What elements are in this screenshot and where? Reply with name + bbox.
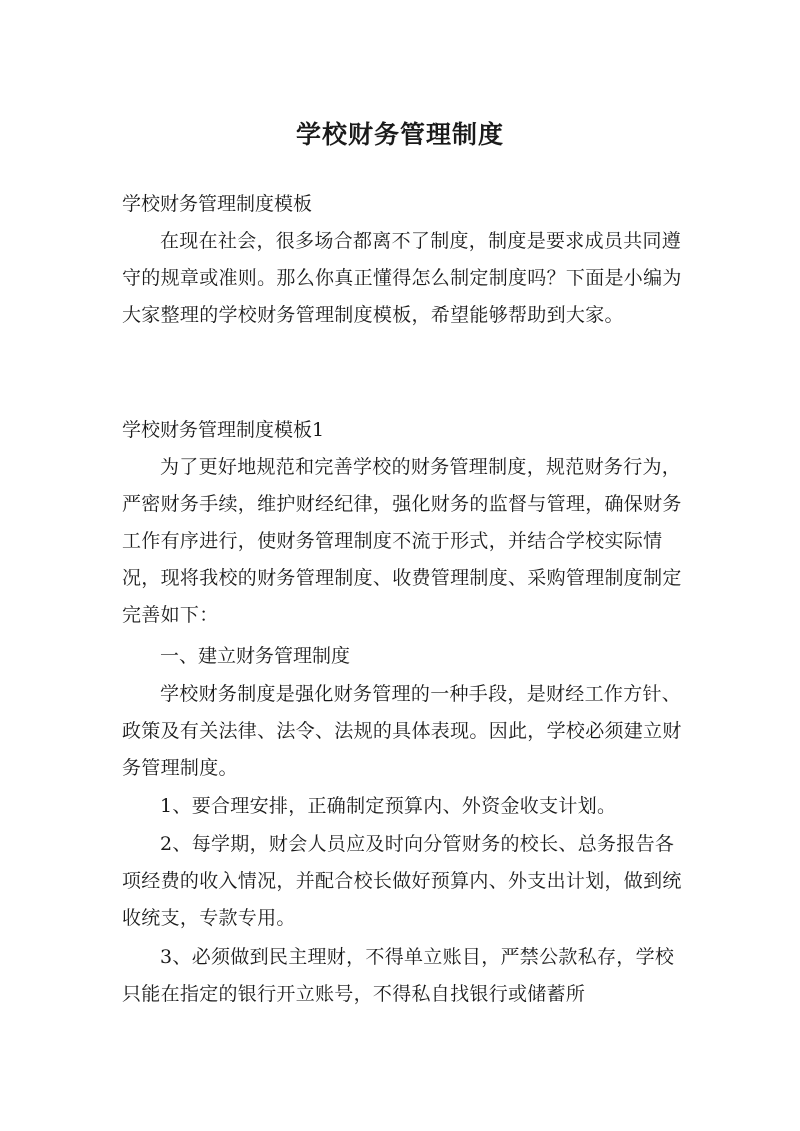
- finance-system-paragraph: 学校财务制度是强化财务管理的一种手段，是财经工作方针、政策及有关法律、法令、法规的具体表现。因此，学校必须建立财务管理制度。: [122, 683, 682, 779]
- purpose-paragraph: 为了更好地规范和完善学校的财务管理制度，规范财务行为，严密财务手续，维护财经纪律，强化财务的监督与管理，确保财务工作有序进行，使财务管理制度不流于形式，并结合学校实际情况，现将我校的财务管理制度、收费管理制度、采购管理制度制定完善如下：: [122, 456, 682, 626]
- document-title: 学校财务管理制度: [295, 119, 504, 149]
- subheading-establish-finance-system: 一、建立财务管理制度: [160, 645, 351, 667]
- list-item-1: 1、要合理安排，正确制定预算内、外资金收支计划。: [160, 795, 617, 817]
- intro-paragraph: 在现在社会，很多场合都离不了制度，制度是要求成员共同遵守的规章或准则。那么你真正懂得怎么制定制度吗？下面是小编为大家整理的学校财务管理制度模板，希望能够帮助到大家。: [122, 230, 682, 326]
- section-heading-template-1: 学校财务管理制度模板1: [122, 419, 325, 441]
- section-heading-template: 学校财务管理制度模板: [122, 193, 313, 215]
- list-item-2: 2、每学期，财会人员应及时向分管财务的校长、总务报告各项经费的收入情况，并配合校长做好预算内、外支出计划，做到统收统支，专款专用。: [122, 833, 682, 929]
- list-item-3: 3、必须做到民主理财，不得单立账目，严禁公款私存，学校只能在指定的银行开立账号，不得私自找银行或储蓄所: [122, 946, 675, 1005]
